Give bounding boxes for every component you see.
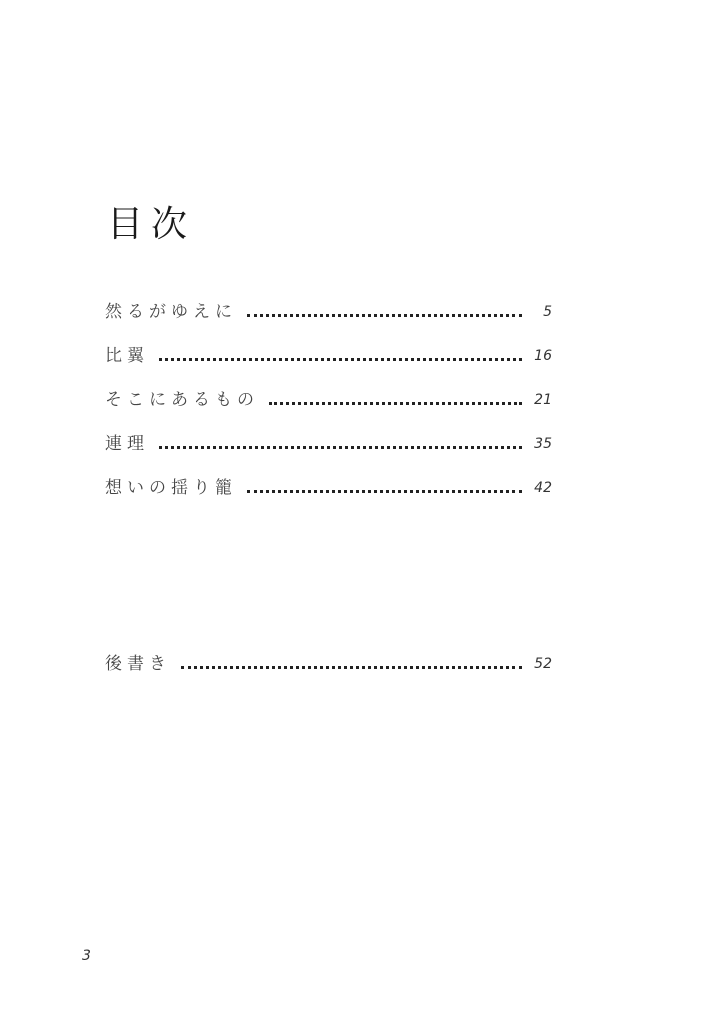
toc-dot-leader	[159, 446, 522, 449]
toc-dot-leader	[269, 402, 522, 405]
toc-entry-title: 後書き	[105, 654, 171, 674]
toc-entry[interactable]	[105, 296, 552, 322]
toc-entry-page: 52	[534, 656, 552, 672]
toc-entry-page: 42	[534, 480, 552, 496]
toc-entry[interactable]	[105, 428, 552, 454]
toc-entry-page: 21	[534, 392, 552, 408]
toc-entry[interactable]	[105, 384, 552, 410]
toc-entry-title: 想いの揺り籠	[105, 478, 237, 498]
toc-entry-title: 連理	[105, 434, 149, 454]
toc-entry-page: 16	[534, 348, 552, 364]
toc-dot-leader	[247, 490, 522, 493]
toc-entry-page: 35	[534, 436, 552, 452]
page-number: 3	[82, 948, 91, 964]
toc-entry-title: 比翼	[105, 346, 149, 366]
toc-entry[interactable]	[105, 472, 552, 498]
page-title: 目次	[107, 204, 196, 245]
toc-entry-title: 然るがゆえに	[105, 302, 237, 322]
toc-entry-title: そこにあるもの	[105, 390, 259, 410]
toc-entry-page: 5	[543, 304, 552, 320]
toc-dot-leader	[247, 314, 522, 317]
toc-dot-leader	[181, 666, 522, 669]
toc-dot-leader	[159, 358, 522, 361]
toc-entry[interactable]	[105, 648, 552, 674]
toc-entry[interactable]	[105, 340, 552, 366]
